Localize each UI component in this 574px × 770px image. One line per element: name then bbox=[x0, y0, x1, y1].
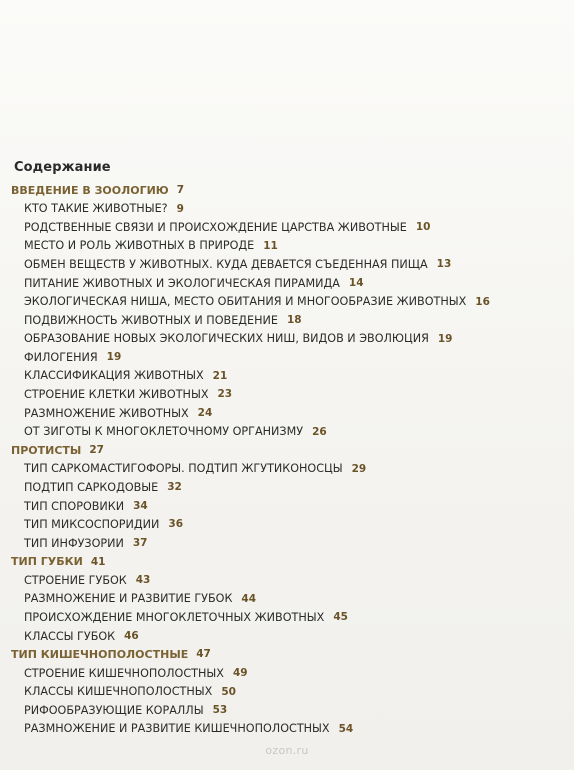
toc-entry-title: МЕСТО И РОЛЬ ЖИВОТНЫХ В ПРИРОДЕ bbox=[24, 239, 255, 253]
toc-page-number: 44 bbox=[241, 592, 257, 605]
toc-entry-title: СТРОЕНИЕ КИШЕЧНОПОЛОСТНЫХ bbox=[24, 666, 224, 680]
toc-item bbox=[0, 218, 574, 237]
toc-item bbox=[0, 385, 574, 404]
toc-item bbox=[0, 534, 574, 553]
toc-item bbox=[0, 200, 574, 219]
toc-page-number: 34 bbox=[133, 499, 148, 512]
toc-entry-title: ТИП САРКОМАСТИГОФОРЫ. ПОДТИП ЖГУТИКОНОСЦЫ bbox=[24, 462, 343, 476]
toc-page-number: 41 bbox=[90, 555, 106, 568]
toc-entry-title: ОТ ЗИГОТЫ К МНОГОКЛЕТОЧНОМУ ОРГАНИЗМУ bbox=[24, 425, 304, 439]
toc-page-number: 14 bbox=[348, 276, 364, 289]
toc-page-number: 37 bbox=[132, 537, 148, 550]
toc-entry-title: ОБМЕН ВЕЩЕСТВ У ЖИВОТНЫХ. КУДА ДЕВАЕТСЯ СЪЕДЕННАЯ ПИЩА bbox=[24, 258, 428, 271]
toc-entry-title: ЭКОЛОГИЧЕСКАЯ НИША, МЕСТО ОБИТАНИЯ И МНОГООБРАЗИЕ ЖИВОТНЫХ bbox=[24, 295, 467, 309]
toc-page-number: 19 bbox=[437, 332, 453, 345]
toc-entry-title: ПРОИСХОЖДЕНИЕ МНОГОКЛЕТОЧНЫХ ЖИВОТНЫХ bbox=[24, 610, 325, 624]
toc-page-number: 36 bbox=[168, 518, 184, 531]
toc-page-number: 23 bbox=[217, 388, 233, 401]
toc-page-number: 9 bbox=[176, 202, 184, 215]
toc-section bbox=[0, 181, 574, 200]
watermark: ozon.ru bbox=[265, 744, 309, 757]
toc-page-number: 53 bbox=[212, 704, 228, 717]
toc-page-number: 19 bbox=[106, 351, 122, 364]
toc-section bbox=[0, 441, 574, 460]
toc-entry-title: ТИП ИНФУЗОРИИ bbox=[24, 536, 124, 550]
toc-page-number: 21 bbox=[212, 369, 228, 382]
toc-page-number: 29 bbox=[351, 462, 367, 475]
toc-entry-title: ПОДВИЖНОСТЬ ЖИВОТНЫХ И ПОВЕДЕНИЕ bbox=[24, 313, 278, 327]
toc-page-number: 43 bbox=[135, 574, 151, 587]
toc-page-number: 27 bbox=[89, 444, 104, 457]
toc-entry-title: СТРОЕНИЕ ГУБОК bbox=[24, 573, 127, 587]
toc-entry-title: СТРОЕНИЕ КЛЕТКИ ЖИВОТНЫХ bbox=[24, 388, 209, 402]
toc-item bbox=[0, 348, 574, 367]
toc-entry-title: ТИП ГУБКИ bbox=[11, 555, 83, 569]
toc-entry-title: КЛАССЫ КИШЕЧНОПОЛОСТНЫХ bbox=[24, 685, 213, 699]
toc-page-number: 47 bbox=[196, 648, 211, 661]
toc-entry-title: ТИП СПОРОВИКИ bbox=[24, 499, 125, 513]
toc-entry-title: ФИЛОГЕНИЯ bbox=[24, 350, 98, 364]
toc-item bbox=[0, 311, 574, 330]
toc-item bbox=[0, 255, 574, 274]
toc-page-number: 50 bbox=[221, 685, 236, 698]
toc-item bbox=[0, 571, 574, 590]
toc-page-number: 49 bbox=[232, 667, 248, 680]
toc-entry-title: КЛАССЫ ГУБОК bbox=[24, 629, 116, 643]
toc-item bbox=[0, 292, 574, 311]
toc-item bbox=[0, 664, 574, 683]
toc-item bbox=[0, 274, 574, 293]
toc-entry-title: РИФООБРАЗУЮЩИЕ КОРАЛЛЫ bbox=[24, 703, 204, 717]
toc-page-number: 54 bbox=[338, 722, 354, 735]
toc-entry-title: РАЗМНОЖЕНИЕ И РАЗВИТИЕ ГУБОК bbox=[24, 592, 233, 606]
toc-item bbox=[0, 404, 574, 423]
toc-item bbox=[0, 423, 574, 442]
toc-entry-title: КТО ТАКИЕ ЖИВОТНЫЕ? bbox=[24, 202, 168, 216]
toc-item bbox=[0, 367, 574, 386]
toc-entry-title: ОБРАЗОВАНИЕ НОВЫХ ЭКОЛОГИЧЕСКИХ НИШ, ВИДОВ И ЭВОЛЮЦИЯ bbox=[24, 332, 429, 346]
toc-page-number: 7 bbox=[176, 184, 185, 197]
toc-item bbox=[0, 590, 574, 609]
toc-item bbox=[0, 683, 574, 702]
toc-entry-title: РАЗМНОЖЕНИЕ И РАЗВИТИЕ КИШЕЧНОПОЛОСТНЫХ bbox=[24, 722, 330, 736]
toc-item bbox=[0, 478, 574, 497]
toc-item bbox=[0, 701, 574, 720]
toc-page-number: 18 bbox=[286, 314, 302, 327]
toc-entry-title: ПОДТИП САРКОДОВЫЕ bbox=[24, 480, 159, 494]
toc-section bbox=[0, 645, 574, 664]
toc-item bbox=[0, 627, 574, 646]
toc-item bbox=[0, 237, 574, 256]
page-title: Содержание bbox=[14, 160, 111, 175]
toc-page-number: 32 bbox=[167, 481, 182, 494]
toc-item bbox=[0, 330, 574, 349]
toc-page-number: 16 bbox=[475, 295, 490, 308]
toc-section bbox=[0, 553, 574, 572]
toc-page-number: 13 bbox=[436, 258, 452, 271]
toc-item bbox=[0, 720, 574, 739]
toc-item bbox=[0, 608, 574, 627]
toc-entry-title: ТИП МИКСОСПОРИДИИ bbox=[24, 518, 160, 532]
toc-page-number: 24 bbox=[197, 406, 213, 419]
toc-page-number: 45 bbox=[333, 611, 348, 624]
toc-page-number: 46 bbox=[124, 629, 139, 642]
toc-item bbox=[0, 515, 574, 534]
toc-entry-title: КЛАССИФИКАЦИЯ ЖИВОТНЫХ bbox=[24, 369, 204, 383]
toc-item bbox=[0, 497, 574, 516]
table-of-contents bbox=[0, 181, 574, 738]
toc-item bbox=[0, 460, 574, 479]
toc-page-number: 11 bbox=[263, 239, 278, 252]
toc-entry-title: ПРОТИСТЫ bbox=[11, 443, 82, 457]
toc-page-number: 26 bbox=[312, 425, 327, 438]
toc-page-number: 10 bbox=[415, 221, 431, 234]
toc-entry-title: ПИТАНИЕ ЖИВОТНЫХ И ЭКОЛОГИЧЕСКАЯ ПИРАМИДА bbox=[24, 276, 340, 290]
toc-entry-title: РАЗМНОЖЕНИЕ ЖИВОТНЫХ bbox=[24, 406, 189, 420]
toc-entry-title: РОДСТВЕННЫЕ СВЯЗИ И ПРОИСХОЖДЕНИЕ ЦАРСТВА ЖИВОТНЫЕ bbox=[24, 220, 407, 234]
toc-entry-title: ВВЕДЕНИЕ В ЗООЛОГИЮ bbox=[11, 183, 169, 197]
toc-entry-title: ТИП КИШЕЧНОПОЛОСТНЫЕ bbox=[11, 648, 189, 662]
